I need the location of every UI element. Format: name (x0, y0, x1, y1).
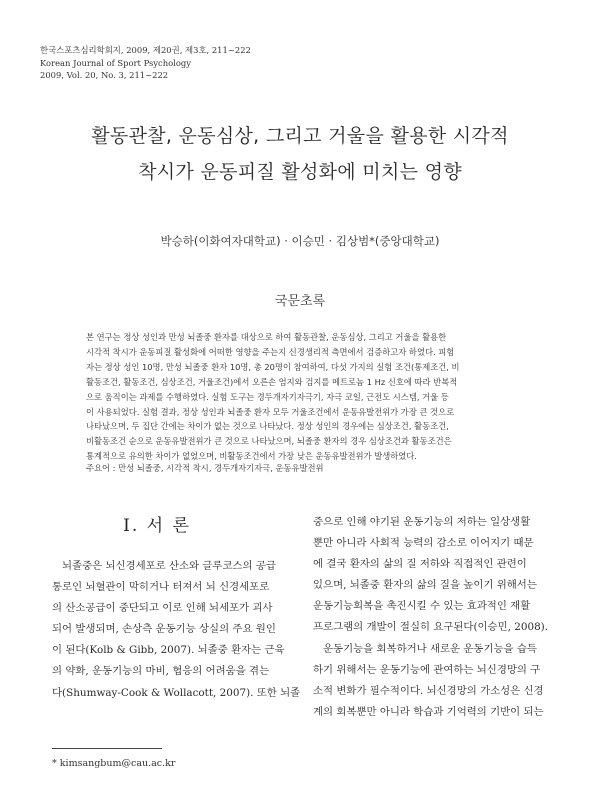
body-line: 소적 변화가 필수적이다. 뇌신경망의 가소성은 신경 (313, 684, 544, 697)
body-line: 하기 위해서는 운동기능에 관여하는 뇌신경망의 구 (313, 663, 541, 676)
abstract-line: 비활동조건 순으로 운동유발전위가 큰 것으로 나타났으며, 뇌졸중 환자의 경우 심상조건과 활동조건은 (86, 436, 452, 447)
section-heading-introduction: I. 서 론 (123, 516, 191, 536)
abstract-line: 시각적 착시가 운동피질 활성화에 어떠한 영향을 주는지 신경생리적 측면에서 검증하고자 하였다. 피험 (86, 346, 455, 357)
body-line: 있으며, 뇌졸중 환자의 삶의 질을 높이기 위해서는 (313, 579, 537, 592)
abstract-body (86, 330, 526, 464)
corresponding-author-email: * kimsangbum@cau.ac.kr (52, 758, 176, 769)
journal-name-english: Korean Journal of Sport Psychology (40, 57, 191, 68)
abstract-line: 으로 움직이는 과제를 수행하였다. 실험 도구는 경두개자기자극기, 자극 코일, 근전도 시스템, 거울 등 (86, 391, 449, 402)
keywords: 주요어 : 만성 뇌졸중, 시각적 착시, 경두개자기자극, 운동유발전위 (86, 463, 324, 473)
body-line: 의 약화, 운동기능의 마비, 협응의 어려움을 겪는 (52, 665, 270, 678)
body-line: 프로그램의 개발이 절실히 요구된다(이승민, 2008). (313, 621, 549, 634)
body-line: 운동기능회복을 촉진시킬 수 있는 효과적인 재활 (313, 600, 531, 613)
abstract-heading: 국문초록 (274, 294, 326, 309)
body-line: 뇌졸중은 뇌신경세포로 산소와 글루코스의 공급 (62, 560, 276, 572)
body-line: 뿐만 아니라 사회적 능력의 감소로 이어지기 때문 (313, 537, 534, 550)
abstract-line: 본 연구는 정상 성인과 만성 뇌졸중 환자를 대상으로 하여 활동관찰, 운동심상, 그리고 거울을 활용한 (86, 332, 447, 342)
body-column-left (52, 556, 300, 704)
abstract-line: 이 사용되었다. 실험 결과, 정상 성인과 뇌졸중 환자 모두 거울조건에서 운동유발전위가 가장 큰 것으로 (86, 406, 455, 417)
body-line: 운동기능을 회복하거나 새로운 운동기능을 습득 (323, 642, 537, 655)
paper-title-line-2: 착시가 운동피질 활성화에 미치는 영향 (138, 161, 462, 183)
body-line: 에 결국 환자의 삶의 질 저하와 직접적인 관련이 (313, 558, 527, 571)
journal-volume-info: 2009, Vol. 20, No. 3, 211~222 (40, 70, 169, 80)
body-line: 되어 발생되며, 손상측 운동기능 상실의 주요 원인 (52, 623, 276, 636)
footnote-divider (52, 748, 162, 749)
journal-citation-korean: 한국스포츠심리학회지, 2009, 제20권, 제3호, 211~222 (40, 45, 251, 55)
body-line: 통로인 뇌혈관이 막히거나 터져서 뇌 신경세포로 (52, 581, 270, 594)
author-list: 박승하(이화여자대학교) · 이승민 · 김상범*(중앙대학교) (160, 234, 440, 248)
abstract-line: 통계적으로 유의한 차이가 없었으며, 비활동조건에서 가장 낮은 운동유발전위가 발생하였다. (86, 451, 417, 462)
journal-citation (40, 44, 251, 82)
body-line: 중으로 인해 야기된 운동기능의 저하는 일상생활 (313, 516, 531, 528)
body-line: 계의 회복뿐만 아니라 학습과 기억력의 기반이 되는 (313, 705, 544, 718)
paper-title-line-1: 활동관찰, 운동심상, 그리고 거울을 활용한 시각적 (91, 125, 509, 147)
body-line: 의 산소공급이 중단되고 이로 인해 뇌세포가 괴사 (52, 602, 273, 615)
abstract-line: 자는 정상 성인 10명, 만성 뇌졸중 환자 10명, 총 20명이 참여하여, 다섯 가지의 실험 조건(통제조건, 비 (86, 361, 460, 372)
body-column-right (313, 512, 561, 723)
abstract-line: 활동조건, 활동조건, 심상조건, 거울조건)에서 오른손 엄지와 검지를 메트로놈 1 Hz 신호에 따라 반복적 (86, 376, 458, 387)
body-line: 다(Shumway-Cook & Wollacott, 2007). 또한 뇌졸 (52, 686, 300, 699)
abstract-line: 나타났으며, 두 집단 간에는 차이가 없는 것으로 나타났다. 정상 성인의 경우에는 심상조건, 활동조건, (86, 421, 449, 432)
body-line: 이 된다(Kolb & Gibb, 2007). 뇌졸중 환자는 근육 (52, 644, 285, 657)
